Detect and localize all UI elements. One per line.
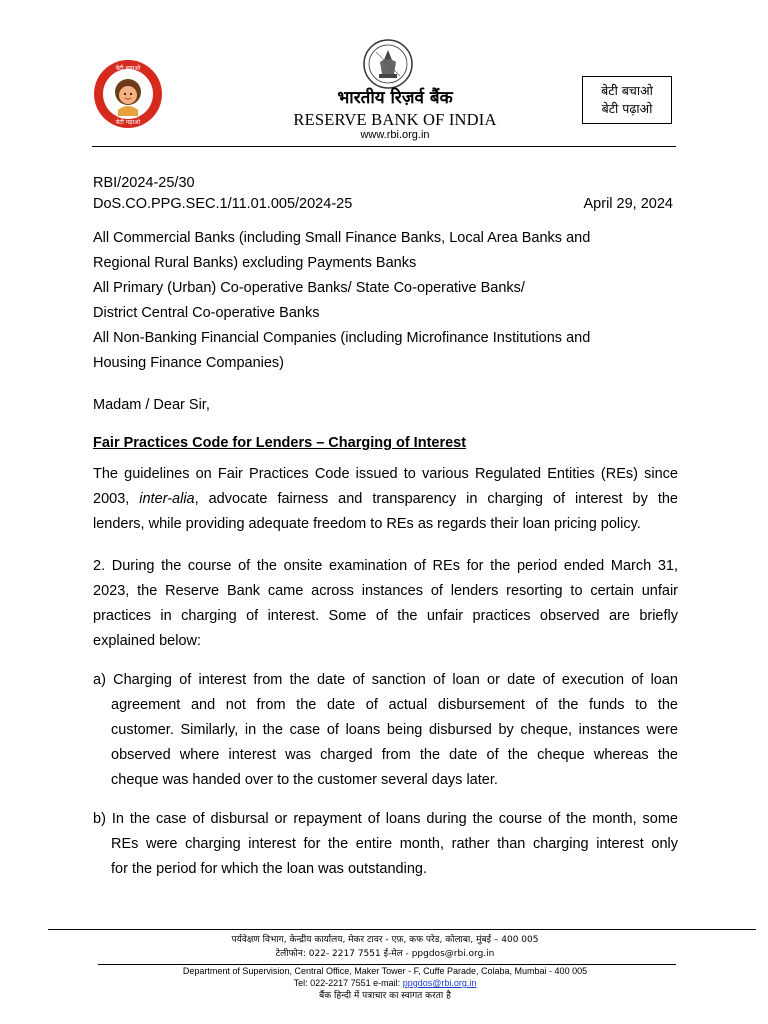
- footer-english-address: Department of Supervision, Central Office, Maker Tower - F, Cuffe Parade, Colaba, Mumbai - 400 005: [182, 966, 588, 976]
- subject-heading: Fair Practices Code for Lenders – Charging of Interest: [93, 435, 467, 451]
- beti-bachao-logo: [92, 58, 164, 130]
- item-a-line: a) Charging of interest from the date of sanction of loan or date of execution of loan: [93, 672, 678, 688]
- footer-hindi-note: बैंक हिन्दी में पत्राचार का स्वागत करता है: [319, 991, 451, 1001]
- item-b-line: b) In the case of disbursal or repayment of loans during the course of the month, some: [93, 811, 678, 827]
- slogan-line-2: बेटी पढ़ाओ: [601, 101, 653, 116]
- department-reference: DoS.CO.PPG.SEC.1/11.01.005/2024-25: [93, 196, 353, 212]
- para1-text: 2003,: [93, 491, 140, 507]
- footer-hindi-address: पर्यवेक्षण विभाग, केन्द्रीय कार्यालय, मेकर टावर - एफ़, कफ परेड, कोलाबा, मुंबई – 400 005: [231, 935, 539, 945]
- para2-line: 2023, the Reserve Bank came across instances of lenders resorting to certain unfair: [93, 583, 678, 599]
- item-a-line: observed where interest was charged from the date of the cheque whereas the: [111, 747, 678, 763]
- footer-hindi-contact: टेलीफोन: 022- 2217 7551 ई-मेल - ppgdos@rbi.org.in: [275, 949, 495, 959]
- slogan-box: [582, 76, 672, 124]
- circular-date: April 29, 2024: [583, 196, 673, 212]
- item-a-line: agreement and not from the date of actual disbursement of the funds to the: [111, 697, 678, 713]
- salutation: Madam / Dear Sir,: [93, 397, 210, 413]
- logo-bottom-text: बेटी पढ़ाओ: [115, 119, 141, 126]
- item-b-line: for the period for which the loan was outstanding.: [111, 861, 427, 877]
- item-a-line: customer. Similarly, in the case of loans being disbursed by cheque, instances were: [111, 722, 678, 738]
- inter-alia-text: inter-alia: [139, 491, 195, 507]
- rbi-emblem-icon: [362, 38, 414, 90]
- item-a-line: cheque was handed over to the customer several days later.: [111, 772, 498, 788]
- addressee-line: District Central Co-operative Banks: [93, 305, 320, 321]
- website-link[interactable]: www.rbi.org.in: [360, 129, 430, 141]
- circular-number: RBI/2024-25/30: [93, 175, 195, 191]
- para2-line: explained below:: [93, 633, 202, 649]
- addressee-line: All Primary (Urban) Co-operative Banks/ State Co-operative Banks/: [93, 280, 525, 296]
- para1-line: lenders, while providing adequate freedom to REs as regards their loan pricing policy.: [93, 516, 641, 532]
- para1-text: , advocate fairness and transparency in charging of interest by the: [194, 491, 678, 507]
- item-b-line: REs were charging interest for the entire month, rather than charging interest only: [111, 836, 678, 852]
- email-link[interactable]: ppgdos@rbi.org.in: [402, 978, 477, 988]
- addressee-line: All Non-Banking Financial Companies (including Microfinance Institutions and: [93, 330, 591, 346]
- footer-contact-text: Tel: 022-2217 7551 e-mail:: [293, 978, 403, 988]
- para2-line: practices in charging of interest. Some of the unfair practices observed are briefly: [93, 608, 678, 624]
- footer-divider: [48, 929, 756, 930]
- addressee-line: All Commercial Banks (including Small Finance Banks, Local Area Banks and: [93, 230, 591, 246]
- bank-name-hindi: भारतीय रिज़र्व बैंक: [337, 88, 453, 108]
- logo-top-text: बेटी बचाओ: [115, 65, 141, 72]
- slogan-line-1: बेटी बचाओ: [601, 83, 653, 98]
- addressee-line: Housing Finance Companies): [93, 355, 285, 371]
- para1-line: [93, 489, 678, 509]
- para2-line: 2. During the course of the onsite examination of REs for the period ended March 31,: [93, 558, 678, 574]
- para1-line: The guidelines on Fair Practices Code issued to various Regulated Entities (REs) since: [93, 466, 678, 482]
- header-divider: [92, 146, 676, 147]
- addressee-line: Regional Rural Banks) excluding Payments Banks: [93, 255, 417, 271]
- footer-english-contact: [90, 977, 680, 989]
- bank-name-english: RESERVE BANK OF INDIA: [293, 110, 497, 129]
